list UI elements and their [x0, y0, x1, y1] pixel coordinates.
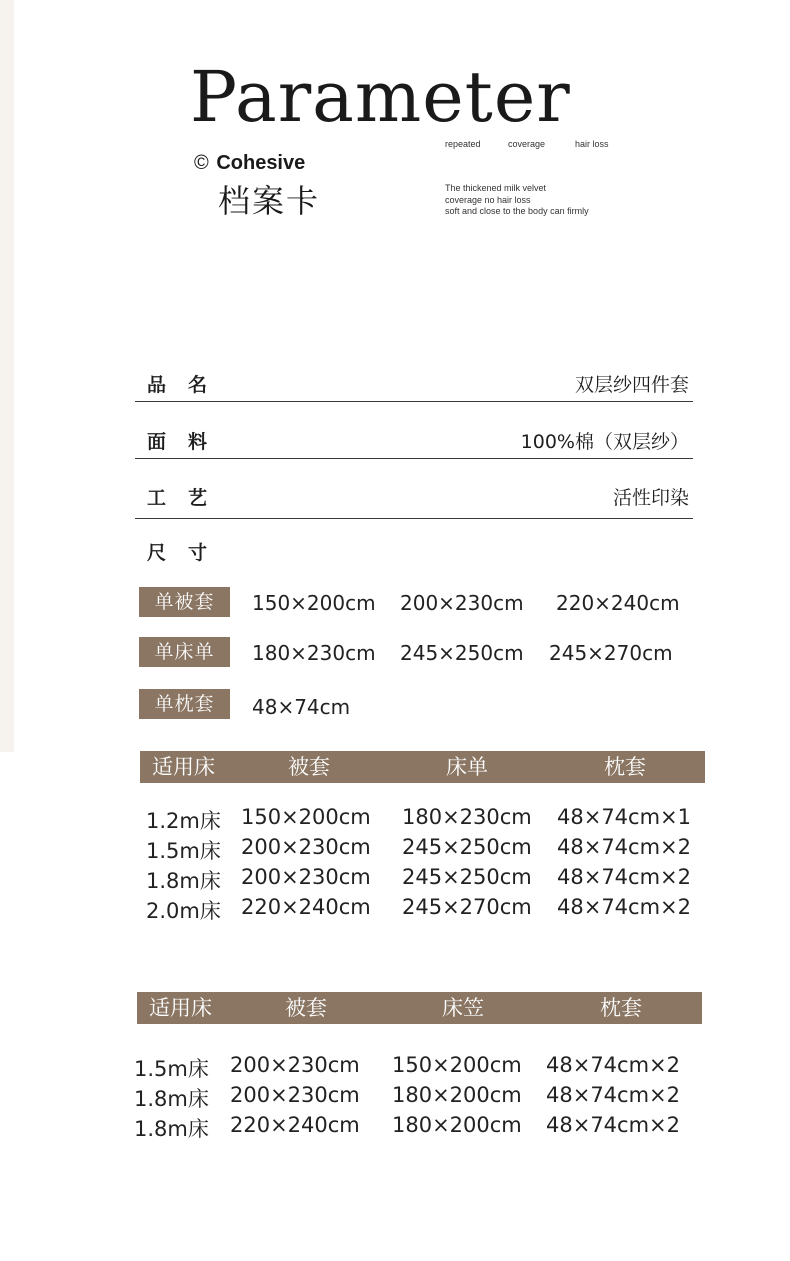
size-tag-pillowcase: 单枕套 — [139, 689, 230, 719]
column-header: 床单 — [446, 755, 488, 779]
column-header: 枕套 — [600, 996, 642, 1020]
spec-label: 品名 — [147, 374, 230, 396]
table-cell: 200×230cm — [241, 835, 371, 859]
size-value: 150×200cm — [252, 591, 376, 615]
spec-row-craft — [135, 479, 693, 513]
table-cell: 220×240cm — [241, 895, 371, 919]
table-cell: 180×200cm — [392, 1083, 522, 1107]
divider — [135, 518, 693, 519]
size-value: 200×230cm — [400, 591, 524, 615]
column-header: 被套 — [285, 996, 327, 1020]
size-value: 180×230cm — [252, 641, 376, 665]
divider — [135, 458, 693, 459]
spec-row-name — [135, 366, 693, 400]
table-cell: 48×74cm×2 — [557, 835, 691, 859]
tag-coverage: coverage — [508, 139, 546, 149]
size-value: 220×240cm — [556, 591, 680, 615]
table-cell: 48×74cm×2 — [546, 1113, 680, 1137]
table1-header — [140, 751, 705, 783]
table-row-bed-size: 1.8m床 — [134, 1117, 209, 1141]
copyright-icon: © — [194, 152, 209, 174]
table-row-bed-size: 2.0m床 — [146, 899, 221, 923]
spec-label: 面料 — [147, 431, 230, 453]
spec-value: 活性印染 — [612, 487, 689, 509]
description-line: The thickened milk velvet — [445, 183, 547, 193]
tag-hair-loss: hair loss — [575, 139, 609, 149]
table-cell: 245×250cm — [402, 835, 532, 859]
table-cell: 245×250cm — [402, 865, 532, 889]
brand-name: Cohesive — [216, 152, 306, 174]
table-cell: 150×200cm — [241, 805, 371, 829]
column-header: 适用床 — [152, 755, 215, 779]
table-cell: 150×200cm — [392, 1053, 522, 1077]
table-row-bed-size: 1.8m床 — [134, 1087, 209, 1111]
divider — [135, 401, 693, 402]
table-cell: 180×200cm — [392, 1113, 522, 1137]
description-line: coverage no hair loss — [445, 194, 531, 205]
table-cell: 200×230cm — [230, 1053, 360, 1077]
left-edge-strip — [0, 0, 14, 752]
column-header: 床笠 — [442, 996, 484, 1020]
table-cell: 200×230cm — [230, 1083, 360, 1107]
table-row-bed-size: 1.5m床 — [134, 1057, 209, 1081]
table-row-bed-size: 1.2m床 — [146, 809, 221, 833]
description — [445, 183, 589, 218]
spec-row-size — [135, 534, 693, 568]
table-cell: 200×230cm — [241, 865, 371, 889]
column-header: 被套 — [288, 755, 330, 779]
size-value: 48×74cm — [252, 695, 351, 719]
page-subtitle: 档案卡 — [218, 182, 321, 220]
table-cell: 48×74cm×2 — [557, 865, 691, 889]
size-value: 245×270cm — [549, 641, 673, 665]
table-cell: 48×74cm×2 — [546, 1053, 680, 1077]
table-row-bed-size: 1.8m床 — [146, 869, 221, 893]
table-cell: 220×240cm — [230, 1113, 360, 1137]
description-line: soft and close to the body can firmly — [445, 206, 589, 216]
table-cell: 245×270cm — [402, 895, 532, 919]
spec-value: 双层纱四件套 — [574, 374, 689, 396]
table-row-bed-size: 1.5m床 — [146, 839, 221, 863]
table-cell: 180×230cm — [402, 805, 532, 829]
table-cell: 48×74cm×1 — [557, 805, 691, 829]
page-title: Parameter — [190, 56, 571, 138]
brand-logo — [194, 152, 305, 175]
spec-value: 100%棉（双层纱） — [520, 431, 689, 453]
size-value: 245×250cm — [400, 641, 524, 665]
table2-header — [137, 992, 702, 1024]
column-header: 适用床 — [149, 996, 212, 1020]
spec-label: 工艺 — [147, 487, 230, 509]
spec-label: 尺寸 — [147, 542, 230, 564]
tag-repeated: repeated — [445, 139, 481, 149]
size-tag-sheet: 单床单 — [139, 637, 230, 667]
table-cell: 48×74cm×2 — [557, 895, 691, 919]
column-header: 枕套 — [604, 755, 646, 779]
spec-row-fabric — [135, 423, 693, 457]
size-tag-duvet: 单被套 — [139, 587, 230, 617]
table-cell: 48×74cm×2 — [546, 1083, 680, 1107]
